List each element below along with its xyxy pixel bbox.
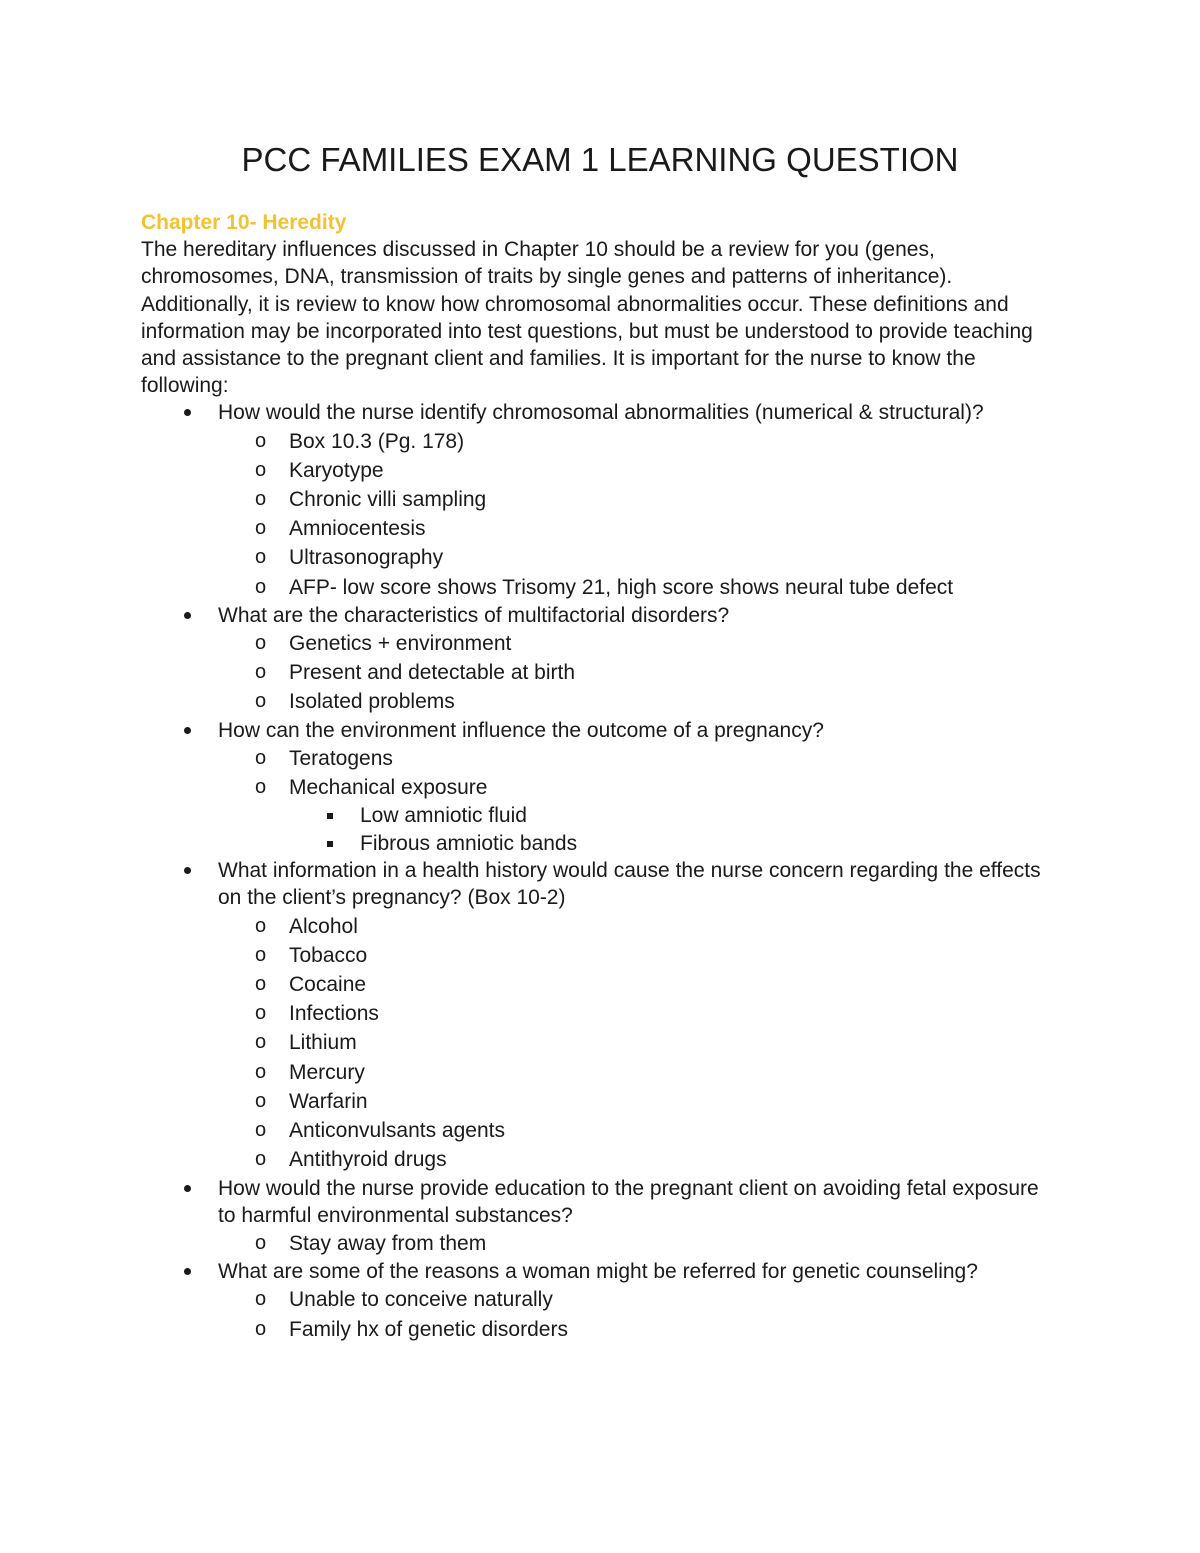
page-title: PCC FAMILIES EXAM 1 LEARNING QUESTION: [241, 141, 959, 178]
answer-item: o Ultrasonography: [218, 543, 1061, 572]
answer-item: o Family hx of genetic disorders: [218, 1315, 1061, 1344]
question-text: How would the nurse provide education to the pregnant client on avoiding fetal exposure to harmful environmental substances?: [218, 1176, 1039, 1227]
answer-list: [218, 744, 1061, 857]
answer-item: o Cocaine: [218, 970, 1061, 999]
answer-list: [218, 1229, 1061, 1258]
answer-item: o Amniocentesis: [218, 514, 1061, 543]
sub-answer-item: Low amniotic fluid: [289, 802, 1061, 830]
answer-item: o Teratogens: [218, 744, 1061, 773]
answer-item: o AFP- low score shows Trisomy 21, high score shows neural tube defect: [218, 573, 1061, 602]
question-text: What are some of the reasons a woman might be referred for genetic counseling?: [218, 1260, 978, 1284]
question-item: [141, 1258, 1061, 1344]
answer-item: o Antithyroid drugs: [218, 1145, 1061, 1174]
answer-item: o Mercury: [218, 1058, 1061, 1087]
question-text: What information in a health history would cause the nurse concern regarding the effects on the client’s pregnancy? (Box 10-2): [218, 859, 1041, 910]
answer-list: [218, 427, 1061, 602]
question-item: [141, 1175, 1061, 1259]
document-body: [141, 209, 1061, 1344]
answer-item: o Tobacco: [218, 941, 1061, 970]
answer-item: o Present and detectable at birth: [218, 658, 1061, 687]
question-item: [141, 602, 1061, 717]
question-item: [141, 717, 1061, 858]
answer-list: [218, 629, 1061, 717]
answer-item: o Stay away from them: [218, 1229, 1061, 1258]
answer-text: Mechanical exposure: [289, 776, 488, 800]
sub-answer-item: Fibrous amniotic bands: [289, 830, 1061, 858]
question-item: [141, 857, 1061, 1174]
answer-item: o Chronic villi sampling: [218, 485, 1061, 514]
question-text: What are the characteristics of multifactorial disorders?: [218, 603, 730, 627]
question-list: [141, 399, 1061, 1343]
intro-paragraph: The hereditary influences discussed in Chapter 10 should be a review for you (genes, chromosomes, DNA, transmission of traits by single genes and patterns of inheritance). Additionally, it is review to know how chromosomal abnormalities occur. These definitions and information may be incorporated into test questions, but must be understood to provide teaching and assistance to the pregnant client and families. It is important for the nurse to know the following:: [141, 238, 1033, 398]
answer-item: o Isolated problems: [218, 687, 1061, 716]
answer-list: [218, 1285, 1061, 1343]
answer-item: o Box 10.3 (Pg. 178): [218, 427, 1061, 456]
answer-item: o Karyotype: [218, 456, 1061, 485]
section-heading: Chapter 10- Heredity: [141, 211, 347, 234]
answer-item: o Infections: [218, 999, 1061, 1028]
question-text: How would the nurse identify chromosomal abnormalities (numerical & structural)?: [218, 401, 984, 425]
answer-item: o Lithium: [218, 1028, 1061, 1057]
answer-item: o Unable to conceive naturally: [218, 1285, 1061, 1314]
question-item: [141, 399, 1061, 601]
answer-item: o Warfarin: [218, 1087, 1061, 1116]
answer-item: o Anticonvulsants agents: [218, 1116, 1061, 1145]
answer-item: o Alcohol: [218, 912, 1061, 941]
answer-item: o Genetics + environment: [218, 629, 1061, 658]
sub-answer-list: [289, 802, 1061, 857]
answer-list: [218, 912, 1061, 1175]
question-text: How can the environment influence the outcome of a pregnancy?: [218, 718, 824, 742]
answer-item: [218, 773, 1061, 857]
